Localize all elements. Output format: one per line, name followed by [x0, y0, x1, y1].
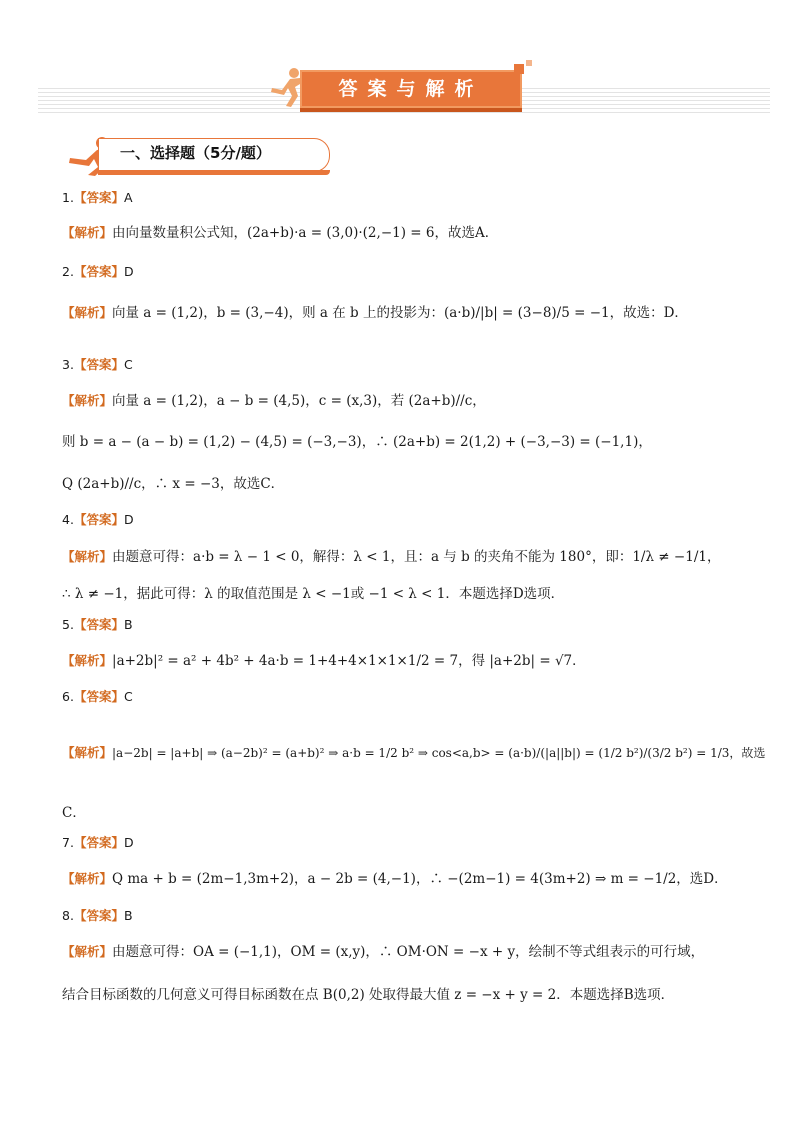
answer-label: 【答案】 [73, 264, 124, 279]
explain-line [62, 548, 720, 567]
explain-line [62, 475, 284, 494]
explain-label: 【解析】 [62, 871, 113, 886]
explain-text: C． [62, 805, 86, 821]
explain-line [62, 224, 498, 243]
explain-line [62, 804, 86, 823]
explain-line [62, 585, 564, 604]
explain-text: 结合目标函数的几何意义可得目标函数在点 B(0,2) 处取得最大值 z = −x + y = 2．本题选择B选项． [62, 987, 675, 1003]
decor-square [514, 64, 524, 74]
explain-line [62, 986, 674, 1005]
explain-label: 【解析】 [62, 305, 113, 320]
problem-number: 2. [62, 264, 74, 279]
answer-label: 【答案】 [73, 190, 124, 205]
answer-label: 【答案】 [73, 908, 124, 923]
explain-text: |a+2b|² = a² + 4b² + 4a·b = 1+4+4×1×1×1/2 = 7，得 |a+2b| = √7． [112, 653, 586, 669]
answer-label: 【答案】 [73, 357, 124, 372]
answer-line [62, 356, 133, 375]
answer-value: C [123, 357, 133, 372]
explain-text: ∴ λ ≠ −1，据此可得：λ 的取值范围是 λ < −1或 −1 < λ < 1．本题选择D选项． [62, 586, 565, 602]
answer-value: D [123, 835, 134, 850]
answer-line [62, 511, 134, 530]
answer-label: 【答案】 [73, 835, 124, 850]
explain-line [62, 943, 704, 962]
explain-line [62, 744, 765, 762]
answer-line [62, 263, 134, 282]
answer-label: 【答案】 [73, 617, 124, 632]
header-banner [0, 0, 794, 130]
problem-number: 4. [62, 512, 74, 527]
explain-label: 【解析】 [62, 745, 113, 760]
explain-label: 【解析】 [62, 653, 113, 668]
explain-line [62, 870, 728, 889]
explain-line [62, 652, 586, 671]
explain-text: |a−2b| = |a+b| ⇒ (a−2b)² = (a+b)² ⇒ a·b = 1/2 b² ⇒ cos<a,b> = (a·b)/(|a||b|) = (1/2 b²)/(3/2 b²) = 1/3，故选 [112, 746, 766, 760]
explain-text: 向量 a = (1,2)，a − b = (4,5)，c = (x,3)，若 (2a+b)//c， [112, 393, 486, 409]
explain-line [62, 392, 486, 411]
answer-value: B [123, 908, 133, 923]
explain-text: 向量 a = (1,2)，b = (3,−4)，则 a 在 b 上的投影为：(a·b)/|b| = (3−8)/5 = −1，故选：D． [112, 305, 688, 321]
explain-label: 【解析】 [62, 225, 113, 240]
problem-number: 7. [62, 835, 74, 850]
answer-value: D [123, 512, 134, 527]
explain-text: 由题意可得：a·b = λ − 1 < 0，解得：λ < 1，且：a 与 b 的夹角不能为 180°，即：1/λ ≠ −1/1， [112, 549, 721, 565]
header-title-box [300, 70, 522, 112]
section-title: 一、选择题（5分/题） [120, 144, 271, 162]
answer-line [62, 189, 133, 208]
answer-label: 【答案】 [73, 689, 124, 704]
answer-value: B [123, 617, 133, 632]
decor-square [526, 60, 532, 66]
explain-text: 则 b = a − (a − b) = (1,2) − (4,5) = (−3,−3)，∴ (2a+b) = 2(1,2) + (−3,−3) = (−1,1)， [62, 434, 652, 450]
answer-line [62, 616, 133, 635]
problem-number: 5. [62, 617, 74, 632]
problem-number: 8. [62, 908, 74, 923]
explain-label: 【解析】 [62, 549, 113, 564]
explain-text: 由向量数量积公式知，(2a+b)·a = (3,0)·(2,−1) = 6，故选A． [112, 225, 499, 241]
answer-value: D [123, 264, 134, 279]
explain-line [62, 304, 688, 323]
explain-text: Q (2a+b)//c，∴ x = −3，故选C． [62, 476, 285, 492]
answer-line [62, 907, 133, 926]
section-underline [98, 170, 330, 175]
explain-label: 【解析】 [62, 944, 113, 959]
answer-label: 【答案】 [73, 512, 124, 527]
explain-text: 由题意可得：OA = (−1,1)，OM = (x,y)，∴ OM·ON = −x + y，绘制不等式组表示的可行域， [112, 944, 705, 960]
problem-number: 3. [62, 357, 74, 372]
answer-value: A [123, 190, 133, 205]
problem-number: 1. [62, 190, 74, 205]
explain-line [62, 433, 652, 452]
answer-line [62, 688, 133, 707]
section-header [58, 134, 328, 176]
problem-number: 6. [62, 689, 74, 704]
answer-line [62, 834, 134, 853]
header-title: 答案与解析 [338, 78, 484, 100]
answer-value: C [123, 689, 133, 704]
explain-label: 【解析】 [62, 393, 113, 408]
explain-text: Q ma + b = (2m−1,3m+2)，a − 2b = (4,−1)，∴ −(2m−1) = 4(3m+2) ⇒ m = −1/2，选D． [112, 871, 728, 887]
